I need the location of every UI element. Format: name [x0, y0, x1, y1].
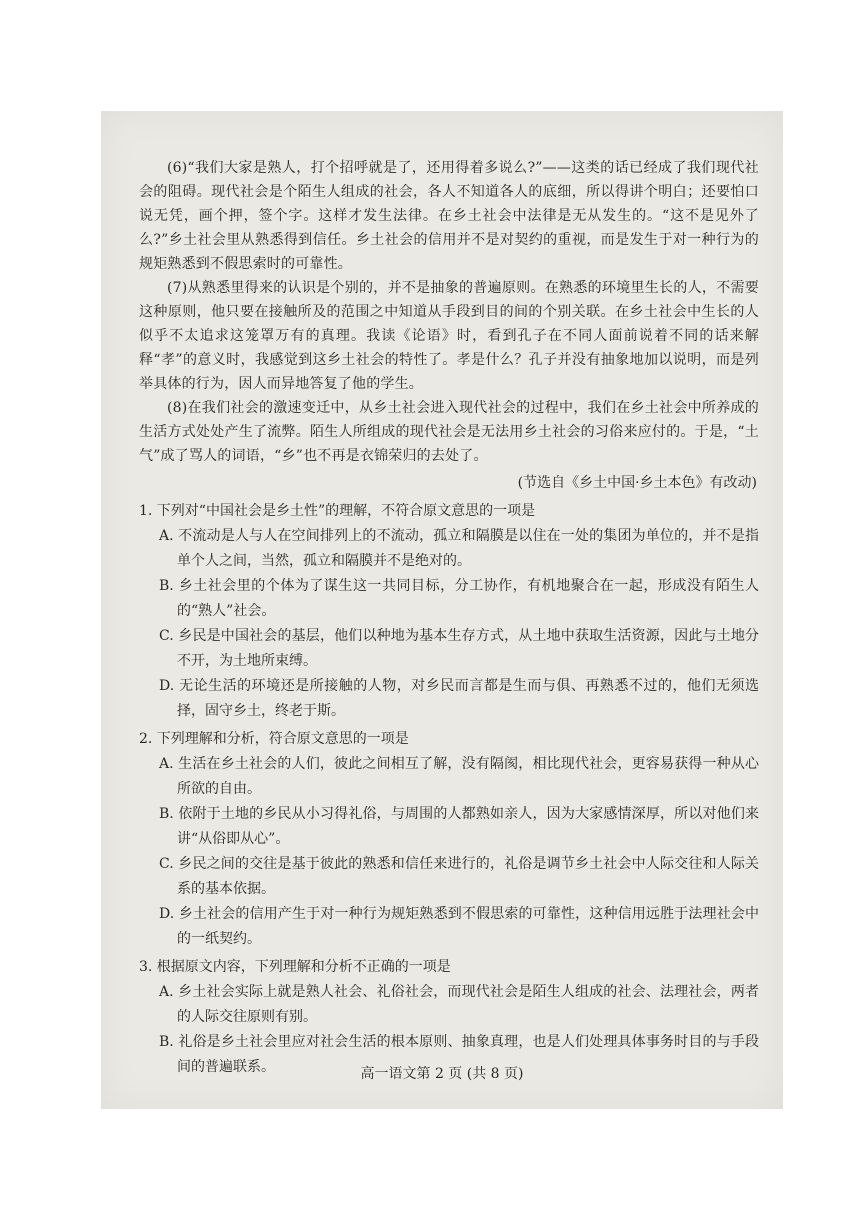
option-b: B. 礼俗是乡土社会里应对社会生活的根本原则、抽象真理，也是人们处理具体事务时目的与手段间的普遍联系。: [159, 1034, 759, 1075]
option-d: D. 乡土社会的信用产生于对一种行为规矩熟悉到不假思索的可靠性，这种信用远胜于法理社会中的一纸契约。: [159, 906, 759, 947]
paragraph-8: (8)在我们社会的激速变迁中，从乡土社会进入现代社会的过程中，我们在乡土社会中所养成的生活方式处处产生了流弊。陌生人所组成的现代社会是无法用乡土社会的习俗来应付的。于是，“土气”成了骂人的词语，“乡”也不再是衣锦荣归的去处了。: [139, 400, 759, 464]
source-note: (节选自《乡土中国·乡土本色》有改动): [517, 475, 757, 491]
paragraph-7: (7)从熟悉里得来的认识是个别的，并不是抽象的普遍原则。在熟悉的环境里生长的人，不需要这种原则，他只要在接触所及的范围之中知道从手段到目的间的个别关联。在乡土社会中生长的人似乎不太追求这笼罩万有的真理。我读《论语》时，看到孔子在不同人面前说着不同的话来解释“孝”的意义时，我感觉到这乡土社会的特性了。孝是什么？孔子并没有抽象地加以说明，而是列举具体的行为，因人而异地答复了他的学生。: [139, 280, 759, 392]
question-3: [139, 954, 759, 1080]
exam-page: [101, 111, 783, 1109]
option-b: B. 乡土社会里的个体为了谋生这一共同目标，分工协作，有机地聚合在一起，形成没有陌生人的“熟人”社会。: [159, 578, 759, 619]
option-b: B. 依附于土地的乡民从小习得礼俗，与周围的人都熟如亲人，因为大家感情深厚，所以对他们来讲“从俗即从心”。: [159, 806, 759, 847]
option-a: A. 生活在乡土社会的人们，彼此之间相互了解，没有隔阂，相比现代社会，更容易获得一种从心所欲的自由。: [159, 756, 759, 797]
option-c: C. 乡民是中国社会的基层，他们以种地为基本生存方式，从土地中获取生活资源，因此与土地分不开，为土地所束缚。: [159, 628, 759, 669]
question-1: [139, 498, 759, 724]
question-2: [139, 726, 759, 952]
option-d: D. 无论生活的环境还是所接触的人物，对乡民而言都是生而与俱、再熟悉不过的，他们无须选择，固守乡土，终老于斯。: [159, 678, 759, 719]
option-c: C. 乡民之间的交往是基于彼此的熟悉和信任来进行的，礼俗是调节乡土社会中人际交往和人际关系的基本依据。: [159, 856, 759, 897]
question-stem: 3. 根据原文内容，下列理解和分析不正确的一项是: [139, 959, 451, 975]
page-footer: 高一语文第 2 页 (共 8 页): [360, 1066, 524, 1082]
question-stem: 2. 下列理解和分析，符合原文意思的一项是: [139, 731, 409, 747]
option-a: A. 乡土社会实际上就是熟人社会、礼俗社会，而现代社会是陌生人组成的社会、法理社会，两者的人际交往原则有别。: [159, 984, 759, 1025]
option-a: A. 不流动是人与人在空间排列上的不流动，孤立和隔膜是以住在一处的集团为单位的，并不是指单个人之间，当然，孤立和隔膜并不是绝对的。: [159, 528, 759, 569]
paragraph-6: (6)“我们大家是熟人，打个招呼就是了，还用得着多说么?”——这类的话已经成了我们现代社会的阻碍。现代社会是个陌生人组成的社会，各人不知道各人的底细，所以得讲个明白；还要怕口说无凭，画个押，签个字。这样才发生法律。在乡土社会中法律是无从发生的。“这不是见外了么?”乡土社会里从熟悉得到信任。乡土社会的信用并不是对契约的重视，而是发生于对一种行为的规矩熟悉到不假思索时的可靠性。: [139, 160, 759, 272]
question-stem: 1. 下列对“中国社会是乡土性”的理解，不符合原文意思的一项是: [139, 503, 536, 519]
page-content: [139, 156, 759, 1080]
